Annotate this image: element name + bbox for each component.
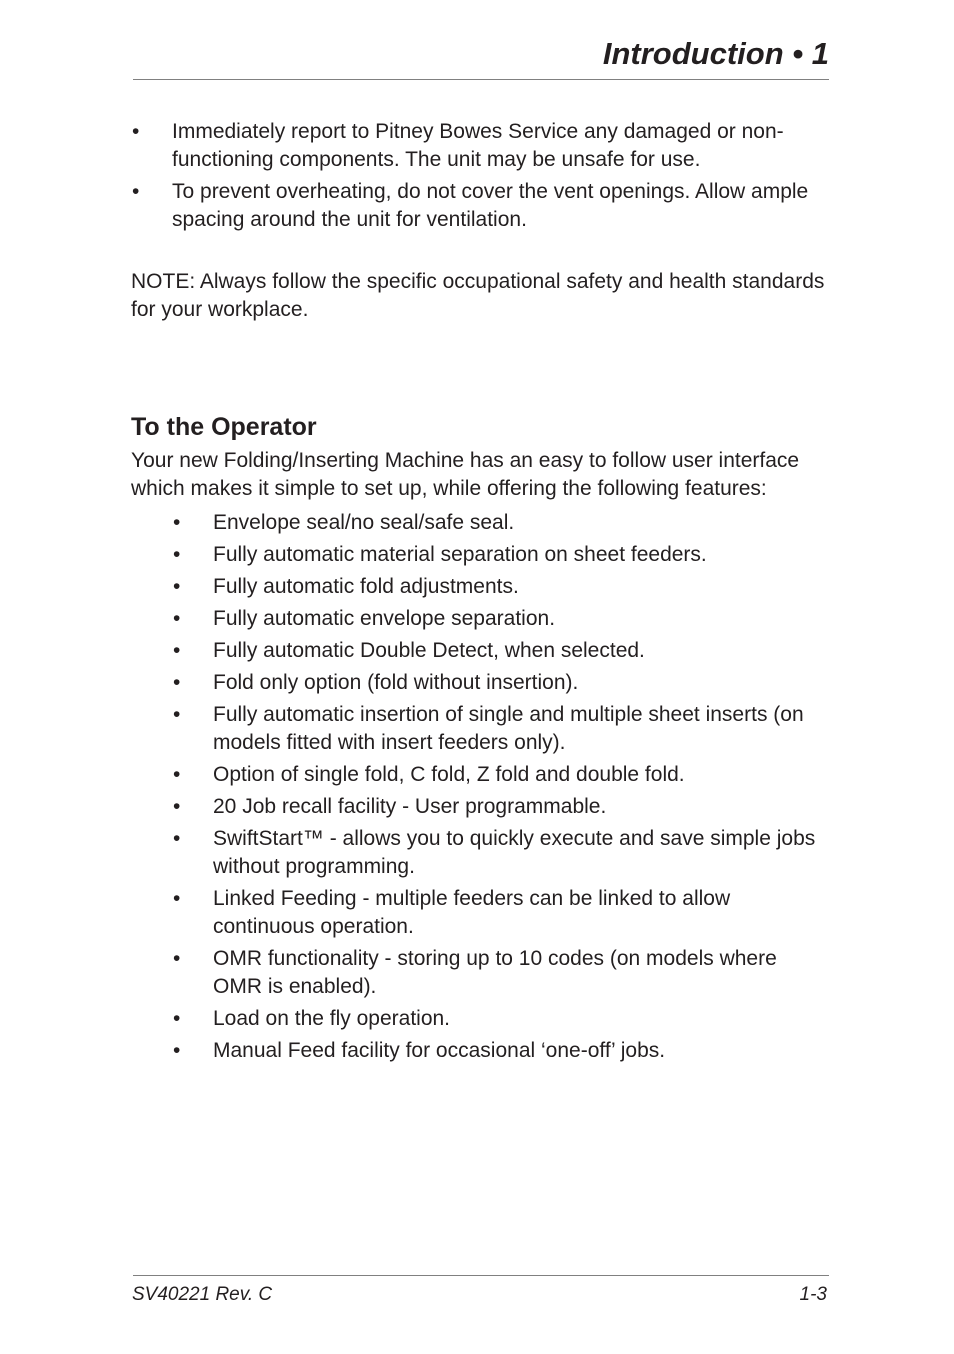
- feature-text: 20 Job recall facility - User programmable.: [213, 795, 607, 818]
- feature-text: Fully automatic envelope separation.: [213, 607, 556, 630]
- header-rule: [133, 79, 829, 80]
- bullet-symbol: •: [173, 795, 181, 818]
- footer-page-number: 1-3: [799, 1284, 827, 1305]
- feature-item: [131, 701, 831, 757]
- bullet-symbol: •: [173, 887, 181, 910]
- footer-doc-id: SV40221 Rev. C: [132, 1284, 273, 1305]
- feature-item: [131, 573, 831, 601]
- feature-text: Load on the fly operation.: [213, 1007, 451, 1030]
- bullet-symbol: •: [132, 180, 140, 203]
- feature-text: Option of single fold, C fold, Z fold and double fold.: [213, 763, 685, 786]
- feature-item: [131, 605, 831, 633]
- feature-item: [131, 637, 831, 665]
- bullet-symbol: •: [173, 763, 181, 786]
- feature-item: [131, 761, 831, 789]
- page-content: [131, 118, 831, 1069]
- bullet-symbol: •: [173, 703, 181, 726]
- feature-text: Fold only option (fold without insertion).: [213, 671, 579, 694]
- safety-bullet-text: Immediately report to Pitney Bowes Service any damaged or non-functioning components. The unit may be unsafe for use.: [172, 120, 784, 171]
- feature-item: [131, 1005, 831, 1033]
- feature-item: [131, 1037, 831, 1065]
- feature-text: Manual Feed facility for occasional ‘one-off’ jobs.: [213, 1039, 666, 1062]
- safety-bullet-item: [131, 178, 831, 234]
- feature-text: Fully automatic insertion of single and multiple sheet inserts (on models fitted with insert feeders only).: [213, 703, 804, 754]
- footer-rule: [133, 1275, 829, 1276]
- page-header-title: Introduction • 1: [602, 36, 829, 71]
- section-heading: To the Operator: [131, 413, 317, 441]
- features-list: [131, 509, 831, 1065]
- feature-text: Envelope seal/no seal/safe seal.: [213, 511, 515, 534]
- bullet-symbol: •: [173, 947, 181, 970]
- feature-text: Fully automatic Double Detect, when selected.: [213, 639, 645, 662]
- bullet-symbol: •: [173, 543, 181, 566]
- bullet-symbol: •: [173, 639, 181, 662]
- bullet-symbol: •: [173, 607, 181, 630]
- feature-text: Fully automatic material separation on sheet feeders.: [213, 543, 707, 566]
- feature-text: Fully automatic fold adjustments.: [213, 575, 519, 598]
- safety-note: NOTE: Always follow the specific occupational safety and health standards for your workplace.: [131, 270, 825, 321]
- bullet-symbol: •: [132, 120, 140, 143]
- safety-bullet-item: [131, 118, 831, 174]
- bullet-symbol: •: [173, 827, 181, 850]
- feature-text: Linked Feeding - multiple feeders can be linked to allow continuous operation.: [213, 887, 731, 938]
- feature-item: [131, 885, 831, 941]
- section-intro: Your new Folding/Inserting Machine has an easy to follow user interface which makes it simple to set up, while offering the following features:: [131, 449, 800, 500]
- feature-text: SwiftStart™ - allows you to quickly execute and save simple jobs without programming.: [213, 827, 816, 878]
- feature-item: [131, 541, 831, 569]
- feature-item: [131, 669, 831, 697]
- feature-item: [131, 793, 831, 821]
- safety-bullet-list: [131, 118, 831, 234]
- bullet-symbol: •: [173, 575, 181, 598]
- feature-text: OMR functionality - storing up to 10 codes (on models where OMR is enabled).: [213, 947, 777, 998]
- safety-bullet-text: To prevent overheating, do not cover the vent openings. Allow ample spacing around the unit for ventilation.: [172, 180, 809, 231]
- bullet-symbol: •: [173, 1007, 181, 1030]
- feature-item: [131, 945, 831, 1001]
- bullet-symbol: •: [173, 671, 181, 694]
- bullet-symbol: •: [173, 1039, 181, 1062]
- bullet-symbol: •: [173, 511, 181, 534]
- feature-item: [131, 825, 831, 881]
- feature-item: [131, 509, 831, 537]
